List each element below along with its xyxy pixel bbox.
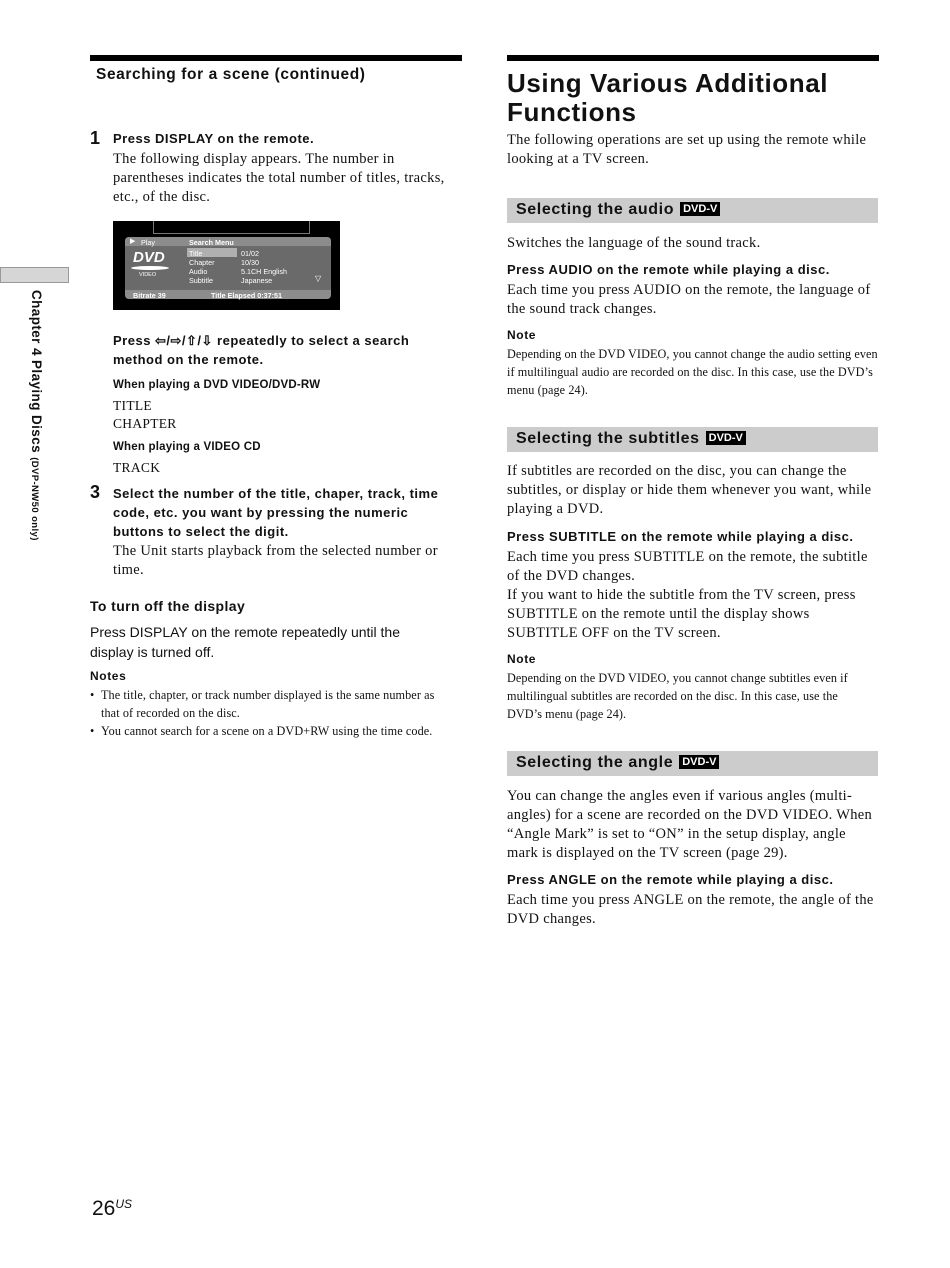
audio-note: Depending on the DVD VIDEO, you cannot change the audio setting even if multilingual audio are recorded on the disc. In this case, use the DVD’s menu (page 24). [507, 347, 878, 397]
step-3-body: The Unit starts playback from the selected number or time. [113, 543, 438, 578]
dvd-v-badge: DVD-V [706, 431, 746, 445]
subtitles-instruction-body-2: If you want to hide the subtitle from the TV screen, press SUBTITLE on the remote until the display shows SUBTITLE OFF on the TV screen. [507, 587, 856, 641]
audio-section-bar [507, 198, 878, 223]
dvd-logo [129, 249, 171, 279]
chapter-title: Playing Discs [29, 360, 44, 454]
angle-section-heading: Selecting the angle [516, 754, 674, 771]
osd-row-value: 01/02 [241, 249, 259, 258]
play-icon: ▶ [130, 238, 136, 245]
osd-row-value: Japanese [241, 276, 273, 285]
dvd-v-badge: DVD-V [680, 202, 720, 216]
case-dvd-item-title: TITLE [113, 398, 152, 413]
page-number-suffix: US [115, 1197, 133, 1211]
section-heading-continued: Searching for a scene (continued) [96, 66, 366, 83]
case-vcd-heading: When playing a VIDEO CD [113, 441, 261, 453]
dvd-logo-text: DVD [133, 249, 165, 266]
step-2-title: Press ⇦/⇨/⇧/⇩ repeatedly to select a search method on the remote. [113, 333, 410, 367]
page-number-value: 26 [92, 1197, 116, 1220]
audio-section-body: Switches the language of the sound track. [507, 235, 761, 251]
angle-section-bar [507, 751, 878, 776]
osd-row-value: 10/30 [241, 258, 259, 267]
note-item: • The title, chapter, or track number displayed is the same number as that of recorded on the disc. [90, 686, 446, 722]
audio-note-heading: Note [507, 328, 537, 342]
step-1-body: The following display appears. The number in parentheses indicates the total number of titles, tracks, etc., of the disc. [113, 151, 445, 205]
subtitles-instruction: Press SUBTITLE on the remote while playing a disc. [507, 529, 854, 544]
case-dvd-heading: When playing a DVD VIDEO/DVD-RW [113, 379, 321, 391]
osd-row-label: Chapter [189, 258, 215, 267]
angle-instruction: Press ANGLE on the remote while playing a disc. [507, 872, 834, 887]
subtitles-note-heading: Note [507, 652, 537, 666]
intro-text: The following operations are set up using the remote while looking at a TV screen. [507, 132, 867, 167]
notes-list [90, 686, 446, 740]
subtitles-note: Depending on the DVD VIDEO, you cannot change subtitles even if multilingual subtitles are recorded on the disc. In this case, use the DVD’s menu (page 24). [507, 671, 848, 721]
notes-heading: Notes [90, 669, 127, 683]
audio-instruction-body: Each time you press AUDIO on the remote, the language of the sound track changes. [507, 282, 871, 317]
dvd-v-badge: DVD-V [679, 755, 719, 769]
audio-instruction: Press AUDIO on the remote while playing a disc. [507, 262, 830, 277]
case-dvd-item-chapter: CHAPTER [113, 416, 177, 431]
osd-elapsed: Title Elapsed 0:37:51 [211, 291, 282, 300]
step-3-title: Select the number of the title, chaper, track, time code, etc. you want by pressing the numeric buttons to select the digit. [113, 486, 439, 539]
subtitles-section-title [516, 430, 746, 448]
screen-top-frame [153, 221, 310, 234]
left-top-rule [90, 55, 462, 61]
case-vcd-item-track: TRACK [113, 460, 161, 475]
dvd-logo-video: VIDEO [139, 272, 157, 278]
osd-panel [125, 237, 331, 299]
angle-instruction-body: Each time you press ANGLE on the remote, the angle of the DVD changes. [507, 892, 874, 927]
subtitles-section-bar [507, 427, 878, 452]
subtitles-instruction-body: Each time you press SUBTITLE on the remote, the subtitle of the DVD changes. [507, 549, 868, 584]
turn-off-body: Press DISPLAY on the remote repeatedly until the display is turned off. [90, 624, 400, 660]
subtitles-section-body: If subtitles are recorded on the disc, you can change the subtitles, or display or hide them whenever you want, while playing a DVD. [507, 463, 872, 517]
scroll-down-icon: ▽ [315, 274, 322, 283]
osd-row-value: 5.1CH English [241, 267, 287, 276]
page-number [92, 1197, 132, 1221]
subtitles-section-heading: Selecting the subtitles [516, 430, 700, 447]
osd-bitrate: Bitrate 39 [133, 291, 166, 300]
step-1-title: Press DISPLAY on the remote. [113, 131, 315, 146]
step-3-number: 3 [90, 482, 101, 502]
osd-search-menu: Search Menu [189, 238, 234, 247]
osd-play-label: Play [141, 238, 155, 247]
step-1-number: 1 [90, 128, 101, 148]
turn-off-heading: To turn off the display [90, 598, 246, 614]
right-top-rule [507, 55, 879, 61]
osd-row-label: Title [189, 249, 203, 258]
angle-section-body: You can change the angles even if various angles (multi-angles) for a scene are recorded on the DVD VIDEO. When “Angle Mark” is set to “ON” in the setup display, angle mark is displayed on the TV screen (page 29). [507, 788, 873, 861]
audio-section-title [516, 201, 720, 219]
chapter-tab-marker [0, 267, 69, 283]
audio-section-heading: Selecting the audio [516, 201, 675, 218]
display-screenshot [113, 221, 340, 310]
dvd-logo-disc [131, 266, 169, 270]
osd-row-label: Subtitle [189, 276, 213, 285]
page-title: Using Various Additional Functions [507, 68, 829, 127]
angle-section-title [516, 754, 719, 772]
chapter-side-label [29, 290, 44, 541]
chapter-number: Chapter 4 [29, 290, 44, 356]
note-item: • You cannot search for a scene on a DVD+RW using the time code. [90, 722, 446, 740]
osd-row-label: Audio [189, 267, 208, 276]
chapter-model-note: (DVP-NW50 only) [29, 457, 40, 541]
